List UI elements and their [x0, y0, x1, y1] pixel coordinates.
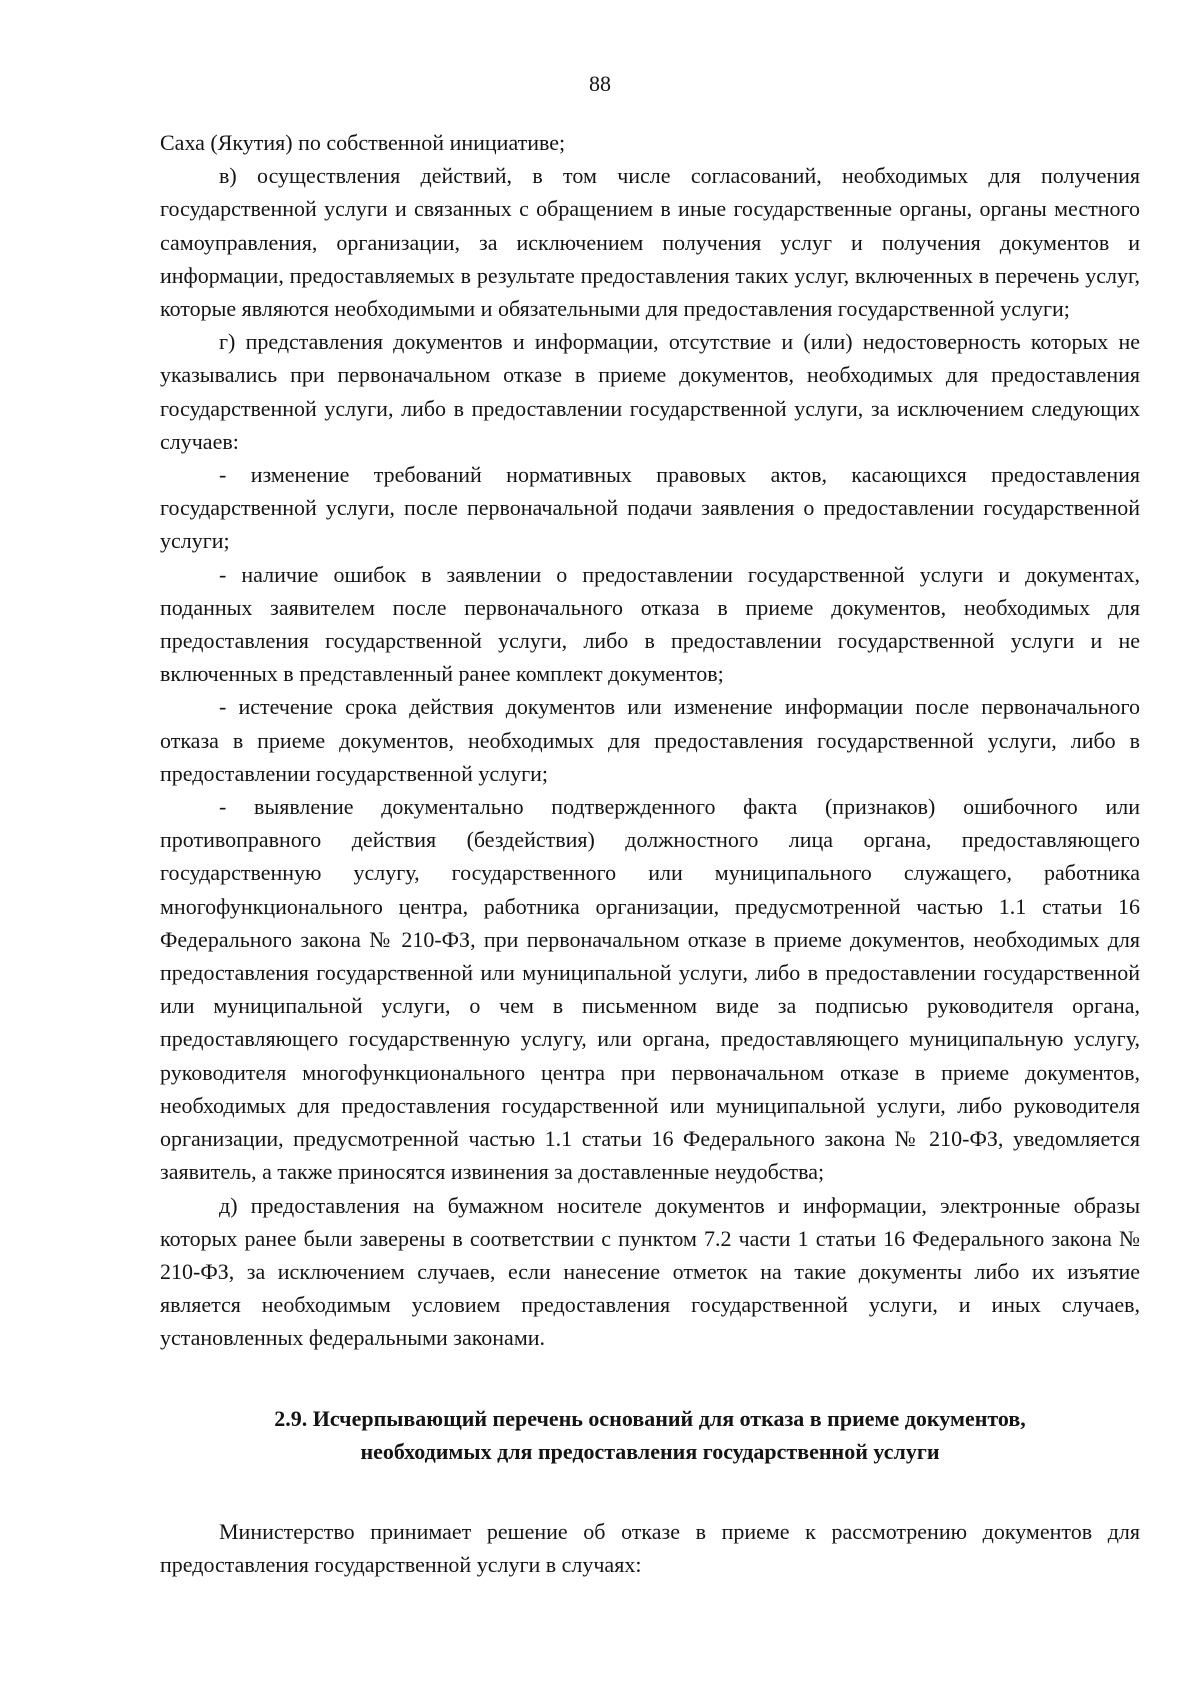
paragraph-item-g: г) представления документов и информации, отсутствие и (или) недостоверность которых не указывались при первоначальном отказе в приеме документов, необходимых для предоставления государственной услуги, либо в предоставлении государственной услуги, за исключением следующих случаев:: [160, 329, 1140, 454]
section-heading-line-1: 2.9. Исчерпывающий перечень оснований для отказа в приеме документов,: [274, 1405, 1026, 1431]
section-heading-line-2: необходимых для предоставления государственной услуги: [360, 1438, 940, 1464]
section-heading: [160, 1402, 1140, 1468]
paragraph-item-v: в) осуществления действий, в том числе согласований, необходимых для получения государственной услуги и связанных с обращением в иные государственные органы, органы местного самоуправления, организации, за исключением получения услуг и получения документов и информации, предоставляемых в результате предоставления таких услуг, включенных в перечень услуг, которые являются необходимыми и обязательными для предоставления государственной услуги;: [160, 163, 1140, 322]
list-item-errors-in-application: - наличие ошибок в заявлении о предоставлении государственной услуги и документах, поданных заявителем после первоначального отказа в приеме документов, необходимых для предоставления государственной услуги, либо в предоставлении государственной услуги и не включенных в представленный ранее комплект документов;: [160, 561, 1140, 687]
list-item-wrongful-action: - выявление документально подтвержденного факта (признаков) ошибочного или противоправного действия (бездействия) должностного лица органа, предоставляющего государственную услугу, государственного или муниципального служащего, работника многофункционального центра, работника организации, предусмотренной частью 1.1 статьи 16 Федерального закона № 210-ФЗ, при первоначальном отказе в приеме документов, необходимых для предоставления государственной или муниципальной услуги, либо в предоставлении государственной или муниципальной услуги, о чем в письменном виде за подписью руководителя органа, предоставляющего государственную услугу, или органа, предоставляющего муниципальную услугу, руководителя многофункционального центра при первоначальном отказе в приеме документов, необходимых для предоставления государственной или муниципальной услуги, либо руководителя организации, предусмотренной частью 1.1 статьи 16 Федерального закона № 210-ФЗ, уведомляется заявитель, а также приносятся извинения за доставленные неудобства;: [160, 794, 1140, 1185]
paragraph-continuation: Саха (Якутия) по собственной инициативе;: [160, 130, 566, 155]
list-item-requirements-change: - изменение требований нормативных правовых актов, касающихся предоставления государственной услуги, после первоначальной подачи заявления о предоставлении государственной услуги;: [160, 462, 1140, 554]
paragraph-item-d: д) предоставления на бумажном носителе документов и информации, электронные образы которых ранее были заверены в соответствии с пунктом 7.2 части 1 статьи 16 Федерального закона № 210-ФЗ, за исключением случаев, если нанесение отметок на такие документы либо их изъятие является необходимым условием предоставления государственной услуги, и иных случаев, установленных федеральными законами.: [160, 1192, 1140, 1351]
document-body: [160, 126, 1140, 1581]
section-intro-paragraph: Министерство принимает решение об отказе в приеме к рассмотрению документов для предоставления государственной услуги в случаях:: [160, 1518, 1140, 1577]
list-item-expiry: - истечение срока действия документов или изменение информации после первоначального отказа в приеме документов, необходимых для предоставления государственной услуги, либо в предоставлении государственной услуги;: [160, 694, 1140, 786]
page-number: 88: [589, 71, 611, 96]
